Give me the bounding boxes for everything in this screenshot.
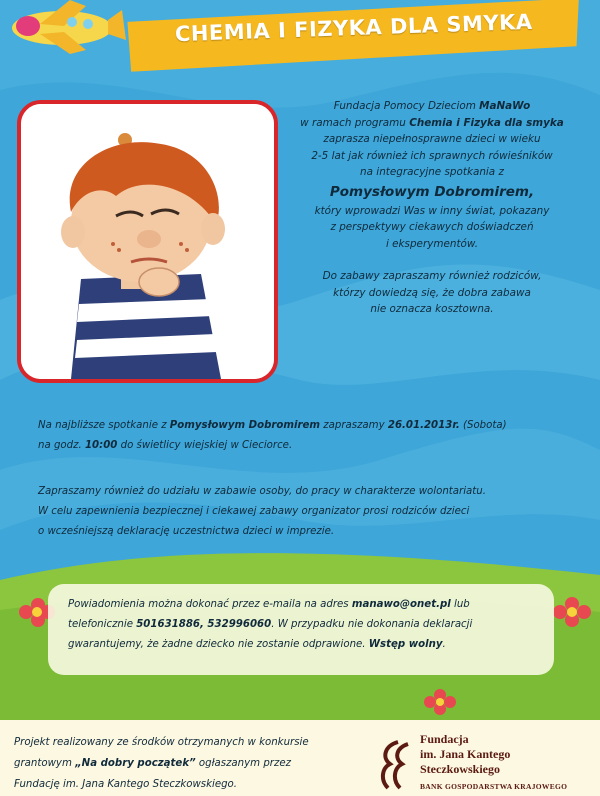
- volunteer-paragraph: Zapraszamy również do udziału w zabawie osoby, do pracy w charakterze wolontariatu. W celu zapewnienia bezpiecznej i ciekawej zabawy organizator prosi rodziców dzieci o wcześniejszą deklarację uczestnictwa dzieci w imprezie.: [38, 486, 486, 537]
- contact-phones[interactable]: 501631886, 532996060: [136, 619, 272, 630]
- organization-name: MaNaWo: [479, 100, 531, 112]
- foundation-logo-text: Fundacja im. Jana Kantego Steczkowskiego: [420, 732, 511, 776]
- intro-text: Fundacja Pomocy Dzieciom MaNaWo w ramach programu Chemia i Fizyka dla smyka zaprasza niepełnosprawne dzieci w wieku 2-5 lat jak również ich sprawnych rówieśników na integracyjne spotkania z Pomysłowym Dobromirem, który wprowadzi Was w inny świat, pokazany z perspektywy ciekawych doświadczeń i eksperymentów. Do zabawy zapraszamy również rodziców, którzy dowiedzą się, że dobra zabawa nie oznacza kosztowna.: [268, 98, 596, 318]
- page-title: CHEMIA I FIZYKA DLA SMYKA: [174, 9, 533, 47]
- bank-name: BANK GOSPODARSTWA KRAJOWEGO: [420, 782, 568, 791]
- hero-name: Pomysłowym Dobromirem,: [329, 183, 535, 200]
- free-entry-label: Wstęp wolny: [368, 639, 443, 650]
- event-date: 26.01.2013r.: [387, 420, 460, 431]
- event-details: Na najbliższe spotkanie z Pomysłowym Dobromirem zapraszamy 26.01.2013r. (Sobota) na godz. 10:00 do świetlicy wiejskiej w Cieciorce.: [38, 420, 507, 451]
- grant-name: „Na dobry początek”: [75, 758, 196, 769]
- event-time: 10:00: [84, 440, 118, 451]
- registration-notice: Powiadomienia można dokonać przez e-maila na adres manawo@onet.pl lub telefonicznie 501631886, 532996060. W przypadku nie dokonania deklaracji gwarantujemy, że żadne dziecko nie zostanie odprawione. Wstęp wolny.: [48, 584, 554, 675]
- character-photo: [17, 100, 278, 383]
- funding-note: Projekt realizowany ze środków otrzymanych w konkursie grantowym „Na dobry początek” ogłaszanym przez Fundację im. Jana Kantego Steczkowskiego.: [14, 737, 309, 790]
- contact-email[interactable]: manawo@onet.pl: [351, 599, 451, 610]
- footer: [0, 720, 600, 796]
- foundation-logo-icon: [376, 740, 412, 790]
- program-name: Chemia i Fizyka dla smyka: [409, 116, 564, 129]
